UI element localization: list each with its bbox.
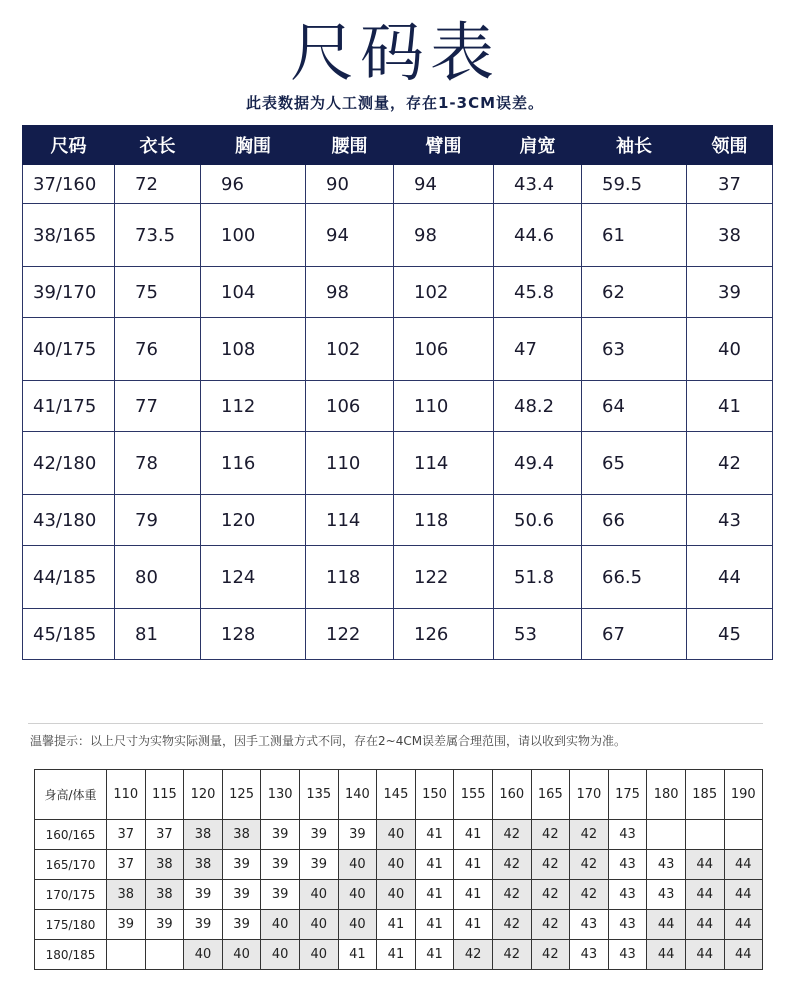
size-suggestion-cell: 42	[492, 850, 531, 880]
weight-header: 135	[299, 770, 338, 820]
size-suggestion-cell: 43	[608, 910, 647, 940]
size-suggestion-cell: 42	[531, 850, 570, 880]
size-suggestion-cell	[145, 940, 184, 970]
size-suggestion-cell: 39	[261, 880, 300, 910]
weight-header: 120	[184, 770, 223, 820]
measurement-cell: 51.8	[494, 546, 582, 609]
measurement-cell: 62	[582, 267, 687, 318]
page-title: 尺码表	[290, 17, 500, 91]
measurement-cell: 44	[687, 546, 773, 609]
size-suggestion-cell: 44	[724, 940, 763, 970]
column-header: 肩宽	[494, 126, 582, 165]
size-suggestion-cell: 41	[415, 880, 454, 910]
size-suggestion-cell: 44	[724, 880, 763, 910]
measurement-cell: 100	[201, 204, 306, 267]
weight-header: 145	[377, 770, 416, 820]
size-suggestion-cell: 40	[261, 910, 300, 940]
measurement-cell: 48.2	[494, 381, 582, 432]
size-suggestion-cell: 41	[454, 850, 493, 880]
size-suggestion-cell: 44	[685, 850, 724, 880]
weight-header: 170	[570, 770, 609, 820]
measurement-cell: 39	[687, 267, 773, 318]
measurement-cell: 110	[306, 432, 394, 495]
measurement-cell: 45	[687, 609, 773, 660]
size-table-header-row	[23, 126, 773, 165]
measurement-cell: 47	[494, 318, 582, 381]
weight-header: 140	[338, 770, 377, 820]
weight-header: 190	[724, 770, 763, 820]
measurement-cell: 114	[394, 432, 494, 495]
size-row	[23, 432, 773, 495]
size-row	[23, 318, 773, 381]
measurement-cell: 45.8	[494, 267, 582, 318]
size-suggestion-cell: 43	[570, 910, 609, 940]
size-suggestion-cell: 38	[222, 820, 261, 850]
size-suggestion-cell: 42	[492, 880, 531, 910]
measurement-cell: 67	[582, 609, 687, 660]
size-label-cell: 43/180	[23, 495, 115, 546]
ref-row	[35, 940, 763, 970]
size-suggestion-cell: 39	[299, 820, 338, 850]
height-label: 160/165	[35, 820, 107, 850]
size-suggestion-cell: 41	[415, 850, 454, 880]
size-suggestion-cell: 43	[608, 850, 647, 880]
measurement-cell: 43	[687, 495, 773, 546]
measurement-cell: 78	[115, 432, 201, 495]
column-header: 尺码	[23, 126, 115, 165]
size-suggestion-cell: 39	[107, 910, 146, 940]
column-header: 臂围	[394, 126, 494, 165]
size-suggestion-cell: 42	[570, 880, 609, 910]
size-label-cell: 40/175	[23, 318, 115, 381]
measurement-cell: 98	[306, 267, 394, 318]
measurement-cell: 64	[582, 381, 687, 432]
measurement-cell: 59.5	[582, 165, 687, 204]
measurement-cell: 50.6	[494, 495, 582, 546]
size-suggestion-cell: 40	[299, 880, 338, 910]
measurement-cell: 42	[687, 432, 773, 495]
size-suggestion-cell: 39	[338, 820, 377, 850]
measurement-cell: 81	[115, 609, 201, 660]
measurement-cell: 66	[582, 495, 687, 546]
corner-label: 身高/体重	[35, 770, 107, 820]
measurement-cell: 41	[687, 381, 773, 432]
size-suggestion-cell: 43	[608, 880, 647, 910]
measurement-cell: 118	[394, 495, 494, 546]
size-suggestion-cell: 42	[492, 940, 531, 970]
size-suggestion-cell: 41	[415, 940, 454, 970]
measurement-cell: 124	[201, 546, 306, 609]
measurement-cell: 94	[306, 204, 394, 267]
measurement-cell: 49.4	[494, 432, 582, 495]
measurement-cell: 90	[306, 165, 394, 204]
size-suggestion-cell: 42	[531, 880, 570, 910]
height-label: 170/175	[35, 880, 107, 910]
size-suggestion-cell: 44	[685, 880, 724, 910]
ref-row	[35, 820, 763, 850]
size-suggestion-cell: 37	[107, 820, 146, 850]
size-suggestion-cell	[724, 820, 763, 850]
measurement-cell: 102	[394, 267, 494, 318]
size-suggestion-cell: 44	[685, 910, 724, 940]
size-suggestion-cell: 41	[377, 910, 416, 940]
height-weight-reference-table	[34, 769, 763, 970]
measurement-cell: 40	[687, 318, 773, 381]
size-suggestion-cell: 40	[338, 880, 377, 910]
size-suggestion-cell: 42	[531, 910, 570, 940]
measurement-cell: 114	[306, 495, 394, 546]
column-header: 衣长	[115, 126, 201, 165]
measurement-cell: 63	[582, 318, 687, 381]
size-suggestion-cell: 40	[299, 940, 338, 970]
size-suggestion-cell: 40	[222, 940, 261, 970]
measurement-cell: 102	[306, 318, 394, 381]
size-suggestion-cell: 43	[570, 940, 609, 970]
weight-header: 160	[492, 770, 531, 820]
size-suggestion-cell: 37	[107, 850, 146, 880]
size-suggestion-cell: 43	[608, 940, 647, 970]
size-suggestion-cell: 42	[531, 940, 570, 970]
size-suggestion-cell: 39	[261, 820, 300, 850]
size-suggestion-cell: 44	[724, 910, 763, 940]
measurement-cell: 66.5	[582, 546, 687, 609]
size-suggestion-cell: 42	[531, 820, 570, 850]
measurement-cell: 72	[115, 165, 201, 204]
size-suggestion-cell	[647, 820, 686, 850]
size-suggestion-cell: 40	[184, 940, 223, 970]
measurement-cell: 53	[494, 609, 582, 660]
size-row	[23, 204, 773, 267]
weight-header: 125	[222, 770, 261, 820]
size-suggestion-cell: 39	[261, 850, 300, 880]
weight-header: 185	[685, 770, 724, 820]
measurement-cell: 80	[115, 546, 201, 609]
size-suggestion-cell: 39	[222, 850, 261, 880]
column-header: 袖长	[582, 126, 687, 165]
size-suggestion-cell: 44	[724, 850, 763, 880]
size-suggestion-cell: 39	[222, 880, 261, 910]
size-row	[23, 546, 773, 609]
weight-header: 110	[107, 770, 146, 820]
size-suggestion-cell: 40	[299, 910, 338, 940]
column-header: 胸围	[201, 126, 306, 165]
ref-table-header-row	[35, 770, 763, 820]
measurement-cell: 120	[201, 495, 306, 546]
size-suggestion-cell: 41	[415, 910, 454, 940]
size-suggestion-cell: 39	[184, 880, 223, 910]
size-row	[23, 165, 773, 204]
section-divider	[28, 723, 763, 724]
size-suggestion-cell: 40	[338, 850, 377, 880]
ref-row	[35, 910, 763, 940]
size-suggestion-cell: 38	[184, 850, 223, 880]
size-label-cell: 39/170	[23, 267, 115, 318]
measurement-cell: 94	[394, 165, 494, 204]
size-label-cell: 45/185	[23, 609, 115, 660]
size-row	[23, 495, 773, 546]
size-label-cell: 41/175	[23, 381, 115, 432]
measurement-cell: 98	[394, 204, 494, 267]
measurement-cell: 128	[201, 609, 306, 660]
measurement-cell: 79	[115, 495, 201, 546]
size-suggestion-cell: 40	[377, 850, 416, 880]
column-header: 领围	[687, 126, 773, 165]
size-suggestion-cell: 40	[377, 880, 416, 910]
size-suggestion-cell: 39	[222, 910, 261, 940]
measurement-cell: 75	[115, 267, 201, 318]
size-suggestion-cell: 43	[647, 880, 686, 910]
size-chart-table	[22, 125, 773, 660]
weight-header: 130	[261, 770, 300, 820]
size-label-cell: 37/160	[23, 165, 115, 204]
measurement-cell: 76	[115, 318, 201, 381]
size-suggestion-cell: 40	[338, 910, 377, 940]
measurement-cell: 106	[394, 318, 494, 381]
size-suggestion-cell: 41	[338, 940, 377, 970]
size-suggestion-cell: 41	[454, 880, 493, 910]
size-row	[23, 609, 773, 660]
measurement-cell: 106	[306, 381, 394, 432]
measurement-cell: 61	[582, 204, 687, 267]
size-suggestion-cell: 42	[492, 910, 531, 940]
size-label-cell: 42/180	[23, 432, 115, 495]
measurement-cell: 96	[201, 165, 306, 204]
measurement-cell: 43.4	[494, 165, 582, 204]
size-suggestion-cell: 41	[415, 820, 454, 850]
size-suggestion-cell: 41	[377, 940, 416, 970]
measurement-cell: 108	[201, 318, 306, 381]
measurement-cell: 122	[306, 609, 394, 660]
weight-header: 180	[647, 770, 686, 820]
size-suggestion-cell: 44	[685, 940, 724, 970]
size-suggestion-cell	[107, 940, 146, 970]
size-suggestion-cell: 39	[184, 910, 223, 940]
ref-row	[35, 850, 763, 880]
size-suggestion-cell: 42	[492, 820, 531, 850]
size-suggestion-cell: 38	[145, 880, 184, 910]
measurement-cell: 112	[201, 381, 306, 432]
height-label: 180/185	[35, 940, 107, 970]
measurement-cell: 38	[687, 204, 773, 267]
measurement-cell: 37	[687, 165, 773, 204]
size-row	[23, 381, 773, 432]
measurement-cell: 118	[306, 546, 394, 609]
size-suggestion-cell: 39	[145, 910, 184, 940]
size-suggestion-cell: 37	[145, 820, 184, 850]
size-suggestion-cell: 42	[570, 820, 609, 850]
measurement-cell: 122	[394, 546, 494, 609]
size-suggestion-cell: 43	[608, 820, 647, 850]
size-suggestion-cell: 41	[454, 820, 493, 850]
column-header: 腰围	[306, 126, 394, 165]
measurement-cell: 116	[201, 432, 306, 495]
weight-header: 165	[531, 770, 570, 820]
height-label: 175/180	[35, 910, 107, 940]
size-suggestion-cell: 40	[261, 940, 300, 970]
weight-header: 115	[145, 770, 184, 820]
weight-header: 175	[608, 770, 647, 820]
measurement-cell: 126	[394, 609, 494, 660]
size-label-cell: 38/165	[23, 204, 115, 267]
measurement-cell: 104	[201, 267, 306, 318]
weight-header: 150	[415, 770, 454, 820]
measurement-cell: 110	[394, 381, 494, 432]
size-suggestion-cell: 38	[184, 820, 223, 850]
ref-row	[35, 880, 763, 910]
size-suggestion-cell: 38	[107, 880, 146, 910]
size-suggestion-cell: 44	[647, 940, 686, 970]
measurement-cell: 77	[115, 381, 201, 432]
page-subtitle: 此表数据为人工测量，存在1-3CM误差。	[245, 94, 545, 112]
weight-header: 155	[454, 770, 493, 820]
size-suggestion-cell: 41	[454, 910, 493, 940]
measurement-cell: 73.5	[115, 204, 201, 267]
measurement-cell: 44.6	[494, 204, 582, 267]
measurement-cell: 65	[582, 432, 687, 495]
size-suggestion-cell: 39	[299, 850, 338, 880]
size-row	[23, 267, 773, 318]
size-suggestion-cell	[685, 820, 724, 850]
size-suggestion-cell: 43	[647, 850, 686, 880]
reminder-note: 温馨提示：以上尺寸为实物实际测量，因手工测量方式不同，存在2~4CM误差属合理范围，请以收到实物为准。	[30, 734, 627, 748]
size-suggestion-cell: 40	[377, 820, 416, 850]
size-suggestion-cell: 42	[570, 850, 609, 880]
size-suggestion-cell: 38	[145, 850, 184, 880]
size-label-cell: 44/185	[23, 546, 115, 609]
height-label: 165/170	[35, 850, 107, 880]
size-suggestion-cell: 44	[647, 910, 686, 940]
size-suggestion-cell: 42	[454, 940, 493, 970]
